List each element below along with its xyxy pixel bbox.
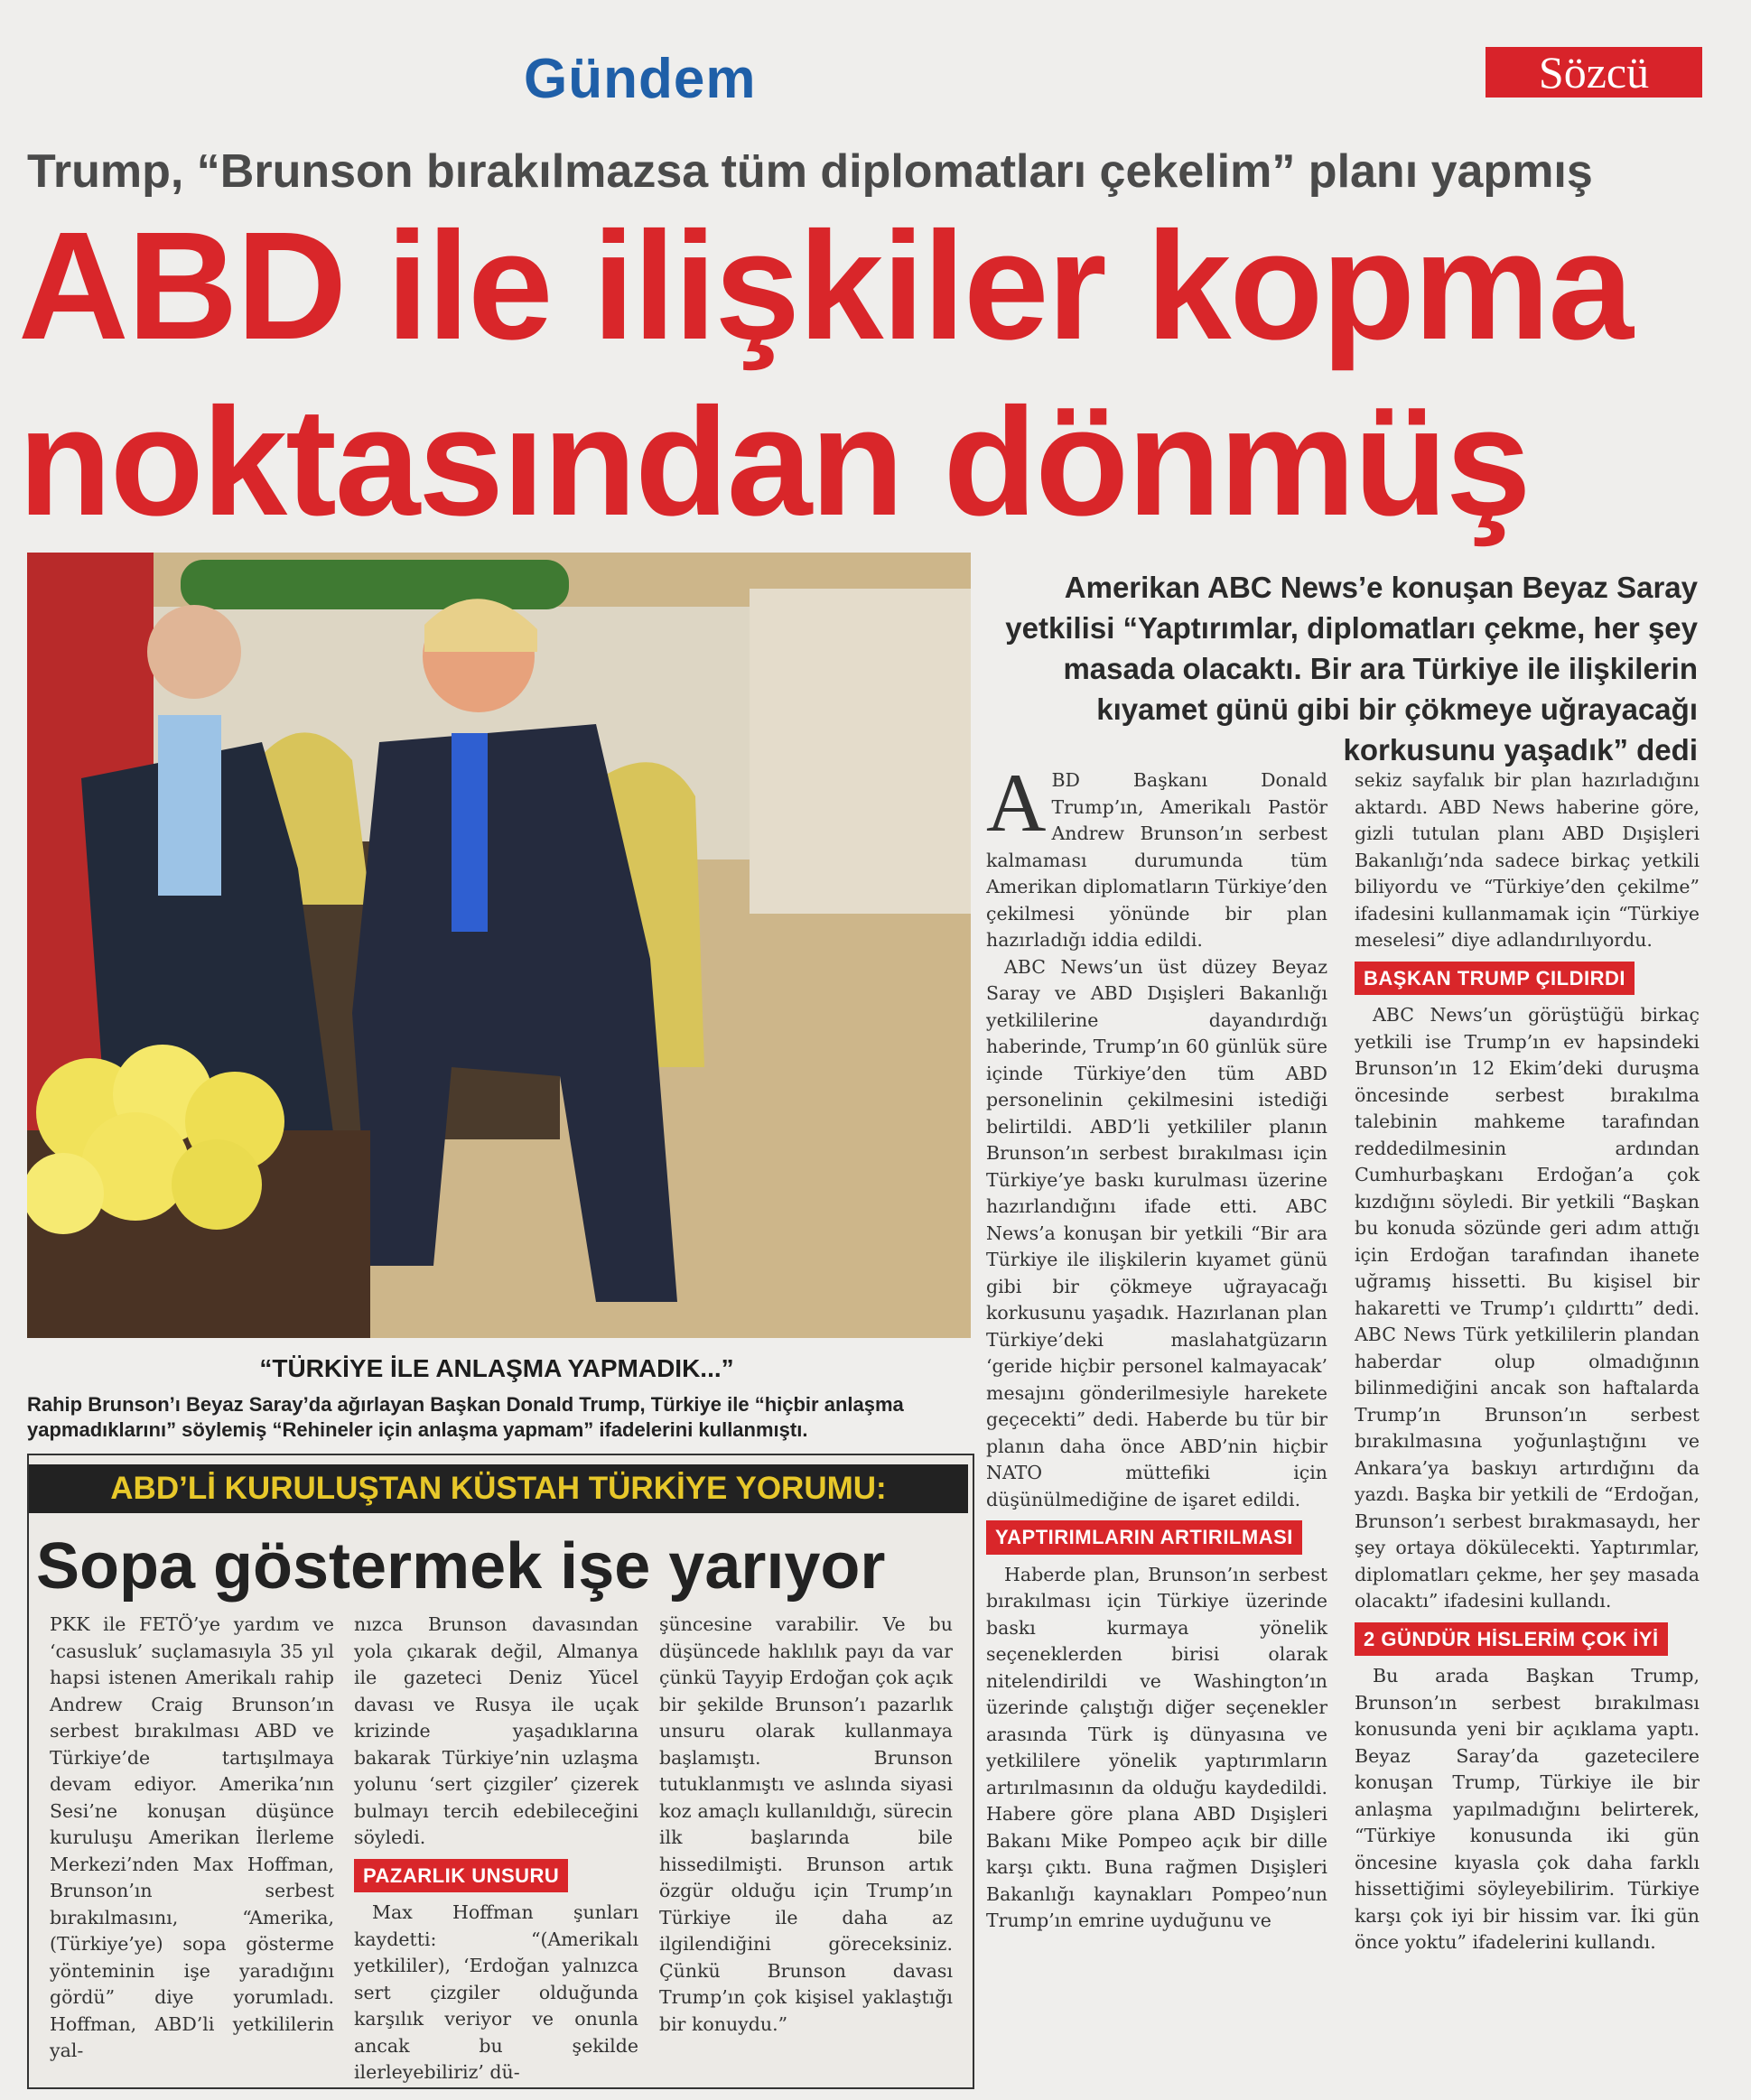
section-title: Gündem: [524, 48, 757, 110]
news-photo: [27, 553, 971, 1338]
article-paragraph: ABC News’un görüştüğü birkaç yetkili ise Trump’ın ev hapsindeki Brunson’ın 12 Ekim’deki duruşma öncesinde serbest bırakılma talebinin mahkeme tarafından reddedilmesinin ardından Cumhurbaşkanı Erdoğan’a çok kızdığını söyledi. Bir yetkili “Başkan bu konuda sözünde geri adım attığı için Erdoğan tarafından ihanete uğramış hissetti. Bu kişisel bir hakaretti ve Trump’ı çıldırttı” dedi. ABC News Türk yetkililerin plandan haberdar olup olmadığının bilinmediğini ancak son haftalarda Trump’ın Brunson’ın serbest bırakılmasına yoğunlaştığını ve Ankara’ya baskıyı artırdığını da yazdı. Başka bir yetkili de “Erdoğan, Brunson’ı serbest bırakmasaydı, her şey ortaya dökülecekti. Yaptırımlar, diplomatları çekme, her şey masada olacaktı” ifadesini kullandı.: [1355, 1004, 1700, 1612]
box-paragraph: Max Hoffman şunları kaydetti: “(Amerikalı yetkililer), ‘Erdoğan yalnızca sert çizgiler olduğunda karşılık veriyor ve onunla ancak bu şekilde ilerleyebiliriz’ dü-: [354, 1901, 638, 2083]
box-headline: Sopa göstermek işe yarıyor: [36, 1530, 886, 1603]
subheading: PAZARLIK UNSURU: [354, 1859, 568, 1893]
subheading: BAŞKAN TRUMP ÇILDIRDI: [1355, 962, 1635, 996]
article-column-2: [1355, 767, 1700, 1956]
article-paragraph: ABC News’un üst düzey Beyaz Saray ve ABD Dışişleri Bakanlığı yetkililerine dayandırdığı haberinde, Trump’ın 60 günlük süre içinde Türkiye’den tüm ABD personelinin çekilmesini istediği belirtildi. ABD’li yetkililer planın Brunson’ın serbest bırakılması için Türkiye’ye baskı kurulması üzerine hazırlandığını ifade etti. ABC News’a konuşan bir yetkili “Bir ara Türkiye ile ilişkilerin kıyamet günü gibi bir çökmeye uğrayacağı korkusunu yaşadık. Hazırlanan plan Türkiye’deki maslahatgüzarın ‘geride hiçbir personel kalmayacak’ mesajını gönderilmesiyle harekete geçecekti” dedi. Haberde bu tür bir planın daha önce ABD’nin hiçbir NATO müttefiki için düşünülmediğine de işaret edildi.: [986, 955, 1327, 1510]
photo-caption: Rahip Brunson’ı Beyaz Saray’da ağırlayan Başkan Donald Trump, Türkiye ile “hiçbir anlaşma yapmadıklarını” söylemiş “Rehineler için anlaşma yapmam” ifadelerini kullanmıştı.: [27, 1393, 904, 1441]
article-paragraph: Haberde plan, Brunson’ın serbest bırakılması için Türkiye üzerinde baskı kurmaya yönelik seçeneklerden birisi olarak nitelendirildi ve Washington’ın üzerinde çalıştığı diğer seçenekler arasında Türk iş dünyasına ve yetkililere yönelik yaptırımların artırılmasının da olduğu kaydedildi. Habere göre plana ABD Dışişleri Bakanı Mike Pompeo açık bir dille karşı çıktı. Buna rağmen Dışişleri Bakanlığı kaynakları Pompeo’nun Trump’ın emrine uyduğunu ve: [986, 1563, 1327, 1931]
article-paragraph: Bu arada Başkan Trump, Brunson’ın serbest bırakılması konusunda yeni bir açıklama yaptı. Beyaz Saray’da gazetecilere konuşan Trump, Türkiye ile bir anlaşma yapılmadığını belirterek, “Türkiye konusunda iki gün öncesine kıyasla çok daha farklı hissettiğimi söyleyebilirim. Türkiye karşı çok iyi bir hissim var. İki gün önce yoktu” ifadelerini kullandı.: [1355, 1665, 1700, 1953]
box-column-3: [659, 1612, 953, 2038]
box-column-2: [354, 1612, 638, 2086]
box-paragraph: nızca Brunson davasından yola çıkarak değil, Almanya ile gazeteci Deniz Yücel davası ve Rusya ile uçak krizinde yaşadıklarına bakarak Türkiye’nin uzlaşma yolunu ‘sert çizgiler’ çizerek bulmayı tercih edebileceğini söyledi.: [354, 1613, 638, 1848]
photo-caption-title: “TÜRKİYE İLE ANLAŞMA YAPMADIK...”: [259, 1354, 734, 1382]
box-kicker: ABD’Lİ KURULUŞTAN KÜSTAH TÜRKİYE YORUMU:: [29, 1464, 968, 1513]
photo-illustration: [27, 553, 971, 1338]
headline-line-1: ABD ile ilişkiler kopma: [18, 200, 1632, 372]
box-paragraph: PKK ile FETÖ’ye yardım ve ‘casusluk’ suçlamasıyla 35 yıl hapsi istenen Amerikalı rahip Andrew Craig Brunson’ın serbest bırakılması ABD ve Türkiye’de tartışılmaya devam ediyor. Amerika’nın Sesi’ne konuşan düşünce kuruluşu Amerikan İlerleme Merkezi’nden Max Hoffman, Brunson’ın serbest bırakılmasını, “Amerika, (Türkiye’ye) sopa gösterme yönteminin işe yaradığını gördü” diye yorumladı. Hoffman, ABD’li yetkililerin yal-: [50, 1613, 334, 2061]
subheading: YAPTIRIMLARIN ARTIRILMASI: [986, 1520, 1302, 1555]
article-column-1: [986, 757, 1327, 1935]
article-paragraph: BD Başkanı Donald Trump’ın, Amerikalı Pastör Andrew Brunson’ın serbest kalmaması durumunda tüm Amerikan diplomatların Türkiye’den çekilmesi yönünde bir plan hazırladığı iddia edildi.: [986, 769, 1327, 951]
article-paragraph: sekiz sayfalık bir plan hazırladığını aktardı. ABD News haberine göre, gizli tutulan planı ABD Dışişleri Bakanlığı’nda sadece birkaç yetkili biliyordu ve “Türkiye’den çekilme” ifadesini kullanmamak için “Türkiye meselesi” diye adlandırılıyordu.: [1355, 769, 1700, 951]
box-column-1: [50, 1612, 334, 2065]
deck-summary: Amerikan ABC News’e konuşan Beyaz Saray yetkilisi “Yaptırımlar, diplomatları çekme, her şey masada olacaktı. Bir ara Türkiye ile ilişkilerin kıyamet günü gibi bir çökmeye uğrayacağı korkusunu yaşadık” dedi: [1005, 571, 1698, 767]
drop-cap: A: [986, 757, 1047, 849]
box-paragraph: şüncesine varabilir. Ve bu düşüncede haklılık payı da var çünkü Tayyip Erdoğan çok açık bir şekilde Brunson’ı pazarlık unsuru olarak kullanmaya başlamıştı. Brunson tutuklanmıştı ve aslında siyasi koz amaçlı kullanıldığı, sürecin ilk başlarında bile hissedilmişti. Brunson artık özgür olduğu için Trump’ın Türkiye ile daha az ilgilendiğini göreceksiniz. Çünkü Brunson davası Trump’ın çok kişisel yaklaştığı bir konuydu.”: [659, 1613, 953, 2035]
kicker: Trump, “Brunson bırakılmazsa tüm diplomatları çekelim” planı yapmış: [27, 145, 1593, 198]
subheading: 2 GÜNDÜR HİSLERİM ÇOK İYİ: [1355, 1622, 1668, 1657]
headline-line-2: noktasından dönmüş: [18, 376, 1530, 548]
newspaper-logo: Sözcü: [1486, 47, 1702, 98]
